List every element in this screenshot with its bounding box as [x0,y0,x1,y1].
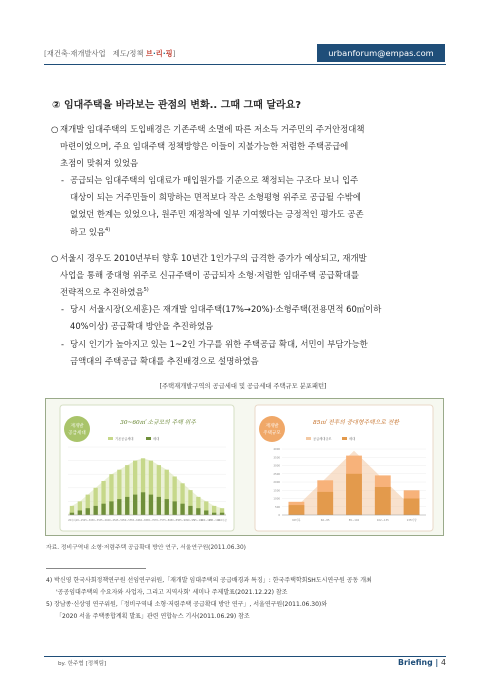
y-tick-label: 3000 [273,464,280,468]
y-tick-label: 0 [278,514,280,517]
dash: - [61,304,65,314]
x-tick-label: 85~102 [348,519,360,522]
brand-letter: 핑 [165,49,173,58]
footer-page-label [398,658,446,667]
x-tick-label: 70~75 [154,519,163,522]
bar-series-2 [86,508,90,515]
y-tick-label: 500 [275,505,280,509]
x-tick-label: 20이하 [68,519,76,522]
y-tick-label: 3500 [273,456,280,460]
footnote-5-line-2: 「2020 서울 주택종합계획 발표」관련 연합뉴스 기사(2011.06.29) 참조 [56,613,250,620]
sub-item-2 [61,301,448,335]
right-legend-2: 세대 [349,437,356,441]
brand-dot: · [162,49,166,58]
right-chart-title: 85㎡ 전후의 중대형주택으로 전환 [313,420,399,426]
figure-charts [46,399,445,537]
x-tick-label: 35~40 [99,519,108,522]
sub-line: 당시 인기가 높아지고 있는 1~2인 가구를 위한 주택공급 확대, 서민이 부담가능한 [70,339,368,349]
page-number: 4 [440,658,446,667]
bar-series-2 [109,501,113,515]
left-badge-text-1: 재개발 [70,424,84,429]
paragraph-line: 전략적으로 추진하였음 [60,287,144,298]
paragraph-line: 재개발 임대주택의 도입배경은 기존주택 소멸에 따른 저소득 거주민의 주거안정대책 [60,124,365,134]
bar-series-2 [173,501,177,515]
figure-caption: [주택재개발구역의 공급세대 및 공급세대 주택규모 분포패턴] [159,383,327,390]
right-legend-swatch-1 [306,437,311,440]
y-tick-label: 1500 [273,489,280,493]
figure-source: 자료. 정비구역내 소형·저렴주택 공급확대 방안 연구, 서울연구원(2011.06.30) [46,545,246,551]
brand-letter: 리 [155,49,163,58]
sub-line: 하고 있음 [70,226,106,237]
bracket-open: [ [44,49,47,58]
left-legend-swatch-2 [146,437,151,440]
paragraph-line: 사업을 통해 중대형 위주로 신규주택이 공급되자 소형·저렴한 임대주택 공급확대를 [60,270,360,281]
header-divider [44,64,446,65]
brand-dot: · [152,49,156,58]
brand-letter: 브 [145,49,153,58]
x-tick-label: 60~65 [139,519,148,522]
footer-author: by. 한주협 [정책팀] [58,661,107,667]
left-chart-badge [64,416,90,442]
sub-line: 당시 서울시장(오세훈)은 재개발 임대주택(17%→20%)·소형주택(전용면적 60㎡이하 [70,304,382,314]
x-tick-label: 90~95 [186,519,195,522]
x-tick-label: 110이상 [217,519,227,522]
subcategory-label: 제도/정책 [112,49,144,58]
bar-series-2 [404,499,420,516]
bar-series-2 [346,474,362,515]
right-legend-1: 공급세대규모 [313,437,332,441]
bar-series-2 [375,487,391,515]
bar-series-2 [212,513,216,515]
right-chart-badge [259,416,285,442]
x-tick-label: 100~105 [200,519,212,522]
x-tick-label: 105~110 [208,519,220,522]
sub-line: 공급되는 임대주택의 임대료가 매입원가를 기준으로 책정되는 구조다 보니 입주 [70,175,359,185]
category-label: 재건축·재개발사업 [46,49,106,58]
paragraph-line: 마련이었으며, 주요 임대주택 정책방향은 이들이 지불가능한 저렴한 주택공급에 [60,141,349,152]
sub-line: 없었던 한계는 있었으나, 원주민 재정착에 일부 기여했다는 긍정적인 평가도 공존 [70,209,364,220]
footnote-5-line-1: 5) 장남종·신상영 연구위원,「정비구역내 소형·저렴주택 공급확대 방안 연구」, 서울연구원(2011.06.30)와 [46,601,328,608]
x-tick-label: 102~135 [376,519,389,522]
bar-series-2 [78,511,82,516]
paragraph-1 [51,121,450,173]
x-tick-label: 30~35 [91,519,100,522]
x-tick-label: 25~30 [83,519,92,522]
right-badge-text-1: 재개발 [265,424,279,429]
footer-separator: | [435,658,439,667]
left-legend-1: 기존공급세대 [115,437,134,441]
footnote-4-line-1: 4) 박신영 한국사회정책연구원 선임연구위원,「재개발 임대주택의 공급배경과 특징」: 한국주택학회SH도시연구원 공동 개최 [46,577,372,584]
paragraph-2 [51,250,450,302]
left-chart-title: 30~60㎡ 소규모의 주택 위주 [120,420,196,426]
y-tick-label: 4000 [273,448,280,451]
x-tick-label: 95~100 [193,519,204,522]
bar-series-2 [125,497,129,515]
x-tick-label: 80~85 [170,519,179,522]
paragraph-line: 초점이 맞춰져 있었음 [60,158,139,169]
x-tick-label: 45~50 [115,519,124,522]
bar-series-2 [220,513,224,515]
bar-series-2 [149,495,153,515]
dash: - [61,175,65,185]
x-tick-label: 85~90 [178,519,187,522]
paragraph-line: 서울시 경우도 2010년부터 향후 10년간 1인가구의 급격한 증가가 예상되고, 재개발 [60,253,367,263]
bar-series-2 [188,506,192,515]
bar-series-2 [196,508,200,515]
bar-series-2 [101,504,105,515]
bar-series-2 [204,511,208,516]
footer-briefing-label: Briefing [398,658,433,667]
x-tick-label: 75~80 [162,519,171,522]
bar-series-2 [180,504,184,515]
x-tick-label: 50~55 [123,519,132,522]
bracket-close: ] [172,49,176,58]
dash: - [61,339,65,349]
x-tick-label: 135이상 [406,519,417,522]
footnote-ref: 5) [143,287,149,294]
x-tick-label: 20~25 [75,519,84,522]
bar-series-2 [70,513,74,515]
sub-line: 대상이 되는 거주민들이 희망하는 면적보다 작은 소형평형 위주로 공급될 수밖에 [70,192,361,203]
bar-series-2 [133,495,137,515]
footnote-4-line-2: '공공임대주택의 수요자와 사업자, 그리고 지역사회' 세미나 주제발표(2021.12.22) 참조 [56,589,288,596]
left-badge-text-2: 공급세대 [68,431,86,436]
bar-series-2 [165,499,169,515]
bar-series-2 [117,499,121,515]
bar-series-2 [317,492,333,515]
right-badge-text-2: 주택규모 [263,431,281,436]
figure-panel [45,398,444,536]
y-tick-label: 2500 [273,472,280,476]
bar-series-2 [141,492,145,515]
left-legend-2: 세대 [153,437,160,441]
x-tick-label: 40~45 [107,519,116,522]
bar-series-2 [289,505,305,515]
sub-line: 금액대의 주택공급 확대를 추진배경으로 설명하였음 [70,356,259,367]
bullet: ○ [51,124,59,134]
section-title: ② 임대주택을 바라보는 관점의 변화.. 그때 그때 달라요? [52,100,302,111]
sub-item-1 [61,172,448,241]
footer-divider [44,656,446,657]
x-tick-label: 55~60 [131,519,140,522]
right-legend-swatch-2 [342,437,347,440]
footnote-ref: 4) [105,226,111,233]
y-tick-label: 2000 [273,481,280,484]
header-category [44,49,176,59]
bullet: ○ [51,253,59,263]
footnote-divider [46,568,146,569]
bar-series-2 [94,506,98,515]
x-tick-label: 60이하 [292,519,301,522]
x-tick-label: 60~85 [320,519,330,522]
sub-line: 40%이상) 공급확대 방안을 추진하였음 [70,321,214,332]
header-email: urbanforum@empas.com [317,44,445,62]
y-tick-label: 1000 [273,497,280,501]
left-legend-swatch-1 [108,437,113,440]
bar-series-2 [157,497,161,515]
x-tick-label: 65~70 [146,519,156,522]
sub-item-3 [61,336,448,370]
